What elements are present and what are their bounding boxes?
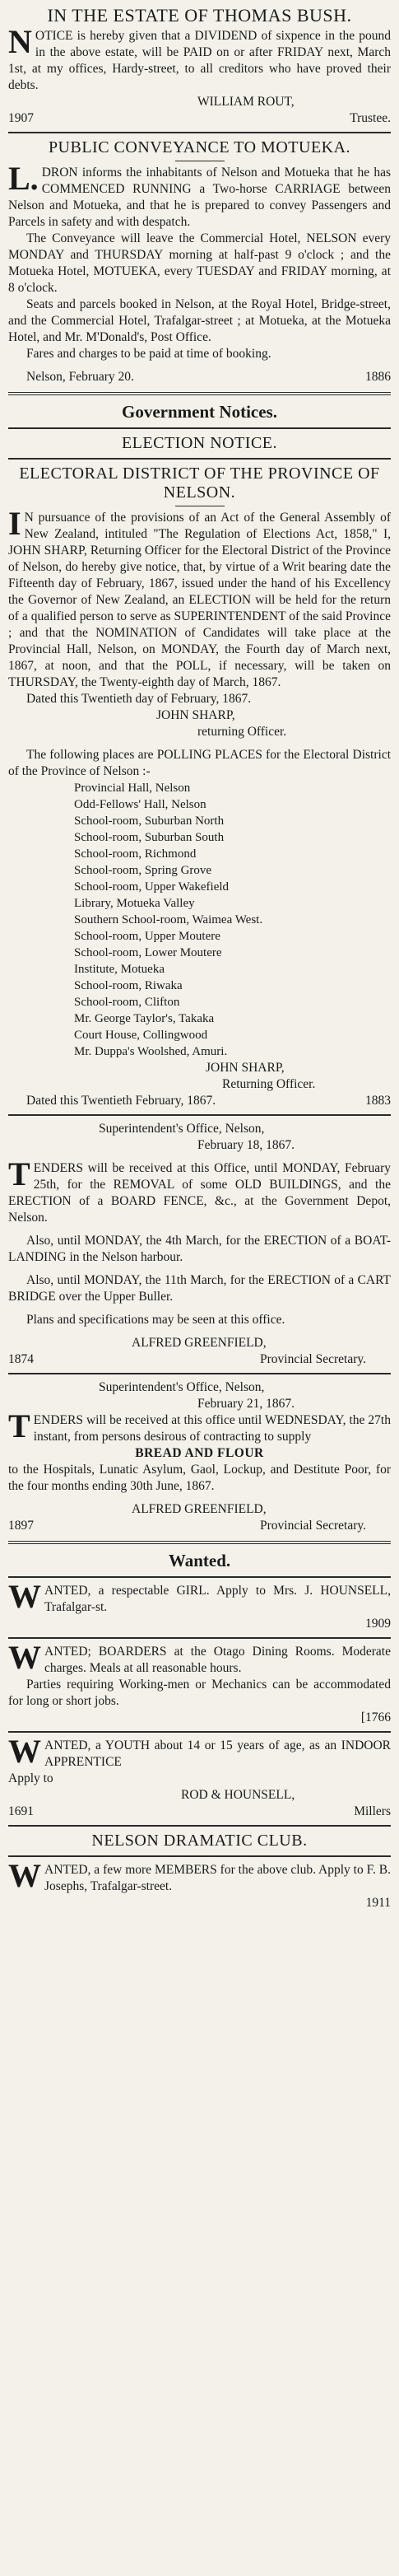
polling-place-item: School-room, Suburban North xyxy=(74,814,225,828)
divider xyxy=(8,1576,391,1578)
estate-signer: WILLIAM ROUT, xyxy=(197,95,295,109)
dramatic-club-notice xyxy=(8,1832,391,1911)
wanted3-apply: Apply to xyxy=(8,1771,53,1785)
newspaper-column xyxy=(8,0,391,1911)
wanted-header: Wanted. xyxy=(168,1551,231,1570)
tenders2-date: February 21, 1867. xyxy=(197,1397,295,1411)
wanted3-ad-number: 1691 xyxy=(8,1804,34,1818)
wanted1-text: WANTED, a respectable GIRL. Apply to Mrs. J. HOUNSELL, Trafalgar-st. xyxy=(8,1578,391,1615)
election-title: ELECTION NOTICE. xyxy=(121,434,278,452)
dramatic-ad-number: 1911 xyxy=(365,1896,391,1910)
wanted2-text-2: Parties requiring Working-men or Mechanics can be accommodated for long or short jobs. xyxy=(8,1678,391,1708)
tenders1-signer: ALFRED GREENFIELD, xyxy=(132,1336,267,1350)
tenders1-date: February 18, 1867. xyxy=(197,1138,295,1152)
tenders1-p4: Plans and specifications may be seen at this office. xyxy=(26,1313,285,1327)
tenders2-bread-flour: BREAD AND FLOUR xyxy=(135,1446,264,1460)
tenders2-role: Provincial Secretary. xyxy=(260,1519,366,1533)
divider xyxy=(8,1855,391,1857)
polling-place-item: Odd-Fellows' Hall, Nelson xyxy=(74,798,206,811)
divider xyxy=(8,1541,391,1544)
wanted3-signer: ROD & HOUNSELL, xyxy=(181,1788,295,1802)
tenders2-signer: ALFRED GREENFIELD, xyxy=(132,1502,267,1516)
dramatic-text: WANTED, a few more MEMBERS for the above club. Apply to F. B. Josephs, Trafalgar-street. xyxy=(8,1857,391,1894)
tenders-notice-1 xyxy=(8,1121,391,1368)
wanted2-text: WANTED; BOARDERS at the Otago Dining Rooms. Moderate charges. Meals at all reasonable hours. xyxy=(8,1639,391,1676)
divider xyxy=(8,427,391,429)
conveyance-p4: Fares and charges to be paid at time of booking. xyxy=(26,347,271,361)
conveyance-date: Nelson, February 20. xyxy=(26,370,134,384)
divider xyxy=(8,1373,391,1374)
tenders2-p2: to the Hospitals, Lunatic Asylum, Gaol, Lockup, and Destitute Poor, for the four months ending 30th June, 1867. xyxy=(8,1463,391,1493)
polling-place-item: Southern School-room, Waimea West. xyxy=(74,913,263,926)
tenders2-p1: TENDERS will be received at this office until WEDNESDAY, the 27th instant, from persons desirous of contracting to supply xyxy=(8,1407,391,1444)
tenders1-role: Provincial Secretary. xyxy=(260,1352,366,1366)
polling-place-item: Court House, Collingwood xyxy=(74,1029,208,1042)
polling-place-item: Provincial Hall, Nelson xyxy=(74,782,191,795)
wanted-ad-1 xyxy=(8,1578,391,1632)
polling-place-item: Institute, Motueka xyxy=(74,963,165,976)
election-district: ELECTORAL DISTRICT OF THE PROVINCE OF NELSON. xyxy=(19,464,380,502)
wanted3-role: Millers xyxy=(354,1804,391,1818)
divider xyxy=(8,392,391,395)
tenders2-office: Superintendent's Office, Nelson, xyxy=(99,1380,265,1394)
election-notice xyxy=(8,434,391,1109)
election-signer: JOHN SHARP, xyxy=(156,708,235,722)
polling-place-item: School-room, Lower Moutere xyxy=(74,946,222,959)
tenders2-ad-number: 1897 xyxy=(8,1519,34,1533)
tenders-notice-2 xyxy=(8,1379,391,1534)
election-role: returning Officer. xyxy=(197,725,287,739)
election-ad-number: 1883 xyxy=(365,1094,391,1108)
government-notices-header: Government Notices. xyxy=(122,402,277,422)
conveyance-p1: L.DRON informs the inhabitants of Nelson and Motueka that he has COMMENCED RUNNING a Two-horse CARRIAGE between Nelson and Motueka, and that he is prepared to convey Passengers and Parcels in safety and with despatch. xyxy=(8,160,391,229)
tenders1-ad-number: 1874 xyxy=(8,1352,34,1366)
tenders1-p3: Also, until MONDAY, the 11th March, for the ERECTION of a CART BRIDGE over the Upper Buller. xyxy=(8,1273,391,1304)
polling-place-item: School-room, Richmond xyxy=(74,847,197,861)
estate-ad-number: 1907 xyxy=(8,111,34,125)
wanted2-ad-number: [1766 xyxy=(360,1710,391,1724)
conveyance-p3: Seats and parcels booked in Nelson, at the Royal Hotel, Bridge-street, and the Commercial Hotel, Trafalgar-street ; at Motueka, at the Motueka Hotel, and Mr. M'Donald's, Post Office. xyxy=(8,297,391,344)
divider xyxy=(8,132,391,133)
tenders1-p1: TENDERS will be received at this Office, until MONDAY, February 25th, for the REMOVAL of some OLD BUILDINGS, and the ERECTION of a BOARD FENCE, &c., at the Government Depot, Nelson. xyxy=(8,1155,391,1225)
divider xyxy=(8,458,391,460)
election-dated-2: Dated this Twentieth February, 1867. xyxy=(26,1094,216,1108)
dramatic-title: NELSON DRAMATIC CLUB. xyxy=(91,1832,308,1850)
estate-title: IN THE ESTATE OF THOMAS BUSH. xyxy=(47,5,352,26)
conveyance-ad-number: 1886 xyxy=(365,370,391,384)
divider xyxy=(8,1825,391,1827)
wanted1-ad-number: 1909 xyxy=(365,1617,391,1631)
wanted-ad-2 xyxy=(8,1639,391,1726)
election-role-2: Returning Officer. xyxy=(222,1077,316,1091)
conveyance-notice xyxy=(8,138,391,385)
polling-place-item: Mr. George Taylor's, Takaka xyxy=(74,1012,215,1025)
tenders1-office: Superintendent's Office, Nelson, xyxy=(99,1122,265,1136)
divider xyxy=(8,1731,391,1733)
election-signer-2: JOHN SHARP, xyxy=(206,1061,285,1075)
polling-place-item: Library, Motueka Valley xyxy=(74,897,195,910)
conveyance-p2: The Conveyance will leave the Commercial Hotel, NELSON every MONDAY and THURSDAY morning at half-past 9 o'clock ; and the Motueka Hotel, MOTUEKA, every TUESDAY and FRIDAY morning, at 8 o'clock. xyxy=(8,231,391,295)
polling-place-item: School-room, Suburban South xyxy=(74,831,225,844)
tenders1-p2: Also, until MONDAY, the 4th March, for the ERECTION of a BOAT-LANDING in the Nelson harbour. xyxy=(8,1234,391,1264)
divider xyxy=(8,1637,391,1639)
divider xyxy=(8,1114,391,1116)
polling-place-item: Mr. Duppa's Woolshed, Amuri. xyxy=(74,1045,228,1058)
estate-body: NOTICE is hereby given that a DIVIDEND of sixpence in the pound in the above estate, will be PAID on or after FRIDAY next, March 1st, at my offices, Hardy-street, to all creditors who have proved their debts. xyxy=(8,23,391,92)
polling-places-list xyxy=(8,780,391,1060)
election-dated: Dated this Twentieth day of February, 1867. xyxy=(26,692,252,706)
polling-place-item: School-room, Spring Grove xyxy=(74,864,212,877)
polling-place-item: School-room, Clifton xyxy=(74,996,180,1009)
wanted-ad-3 xyxy=(8,1733,391,1820)
election-body: IN pursuance of the provisions of an Act of the General Assembly of New Zealand, intituled "The Regulation of Elections Act, 1858," I, JOHN SHARP, Returning Officer for the Electoral District of the Province of Nelson, do hereby give notice, that, by virtue of a Writ bearing date the Fifteenth day of February, 1867, issued under the hand of his Excellency the Governor of New Zealand, an ELECTION will be held for the return of a qualified person to serve as SUPERINTENDENT of the said Province ; and that the NOMINATION of Candidates will take place at the Provincial Hall, Nelson, on MONDAY, the Fourth day of March next, 1867, at noon, and that the POLL, if necessary, will be taken on THURSDAY, the Twenty-eighth day of March, 1867. xyxy=(8,505,391,689)
wanted3-text: WANTED, a YOUTH about 14 or 15 years of age, as an INDOOR APPRENTICE xyxy=(8,1733,391,1770)
polling-place-item: School-room, Upper Moutere xyxy=(74,930,220,943)
estate-notice xyxy=(8,5,391,127)
polling-place-item: School-room, Upper Wakefield xyxy=(74,880,230,894)
conveyance-title: PUBLIC CONVEYANCE TO MOTUEKA. xyxy=(48,138,351,156)
polling-places-intro: The following places are POLLING PLACES for the Electoral District of the Province of Nelson :- xyxy=(8,748,391,778)
estate-role: Trustee. xyxy=(350,111,391,125)
polling-place-item: School-room, Riwaka xyxy=(74,979,183,992)
